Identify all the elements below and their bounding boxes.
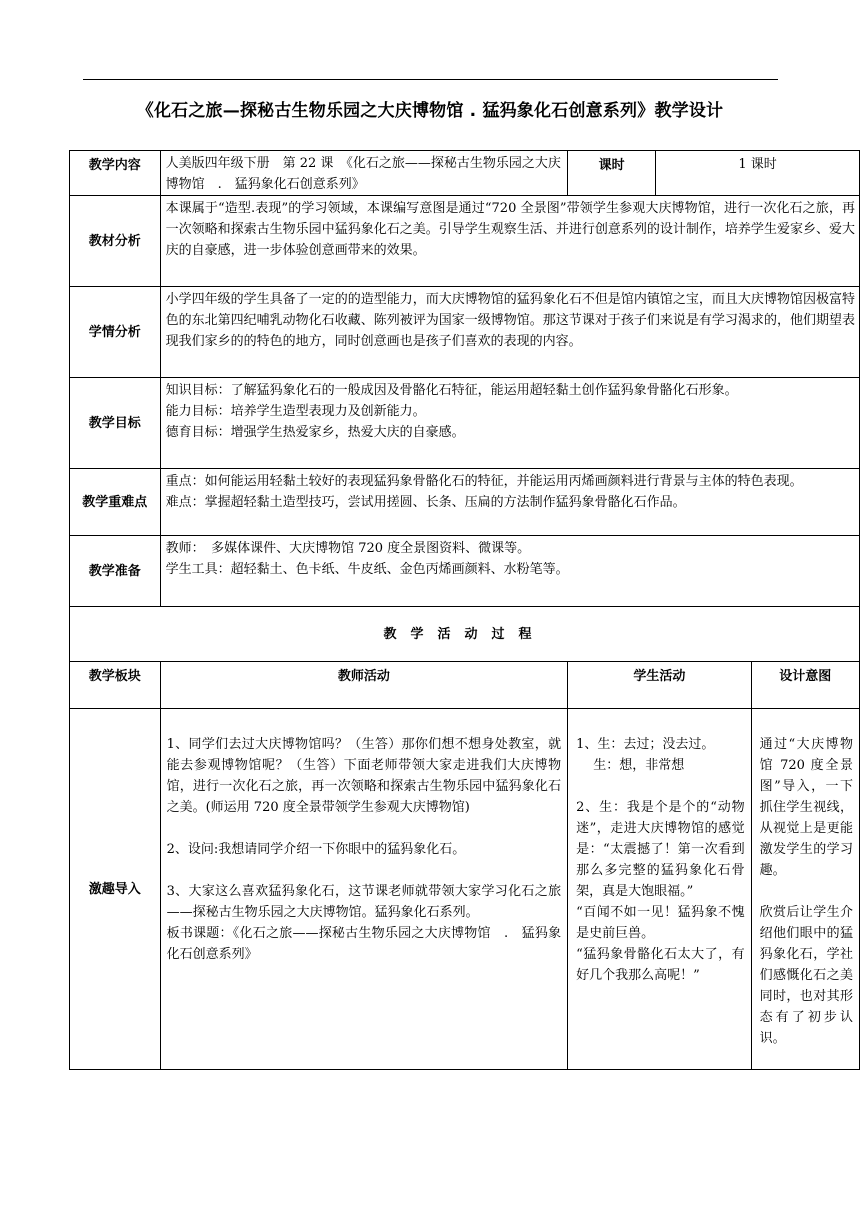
teacher-step-4: 板书课题：《化石之旅——探秘古生物乐园之大庆博物馆 . 猛犸象化石创意系列》 [166, 926, 562, 962]
col-header-teacher: 教师活动 [160, 662, 567, 709]
intro-label: 激趣导入 [70, 709, 161, 1070]
ability-goal: 能力目标：培养学生造型表现力及创新能力。 [165, 404, 426, 419]
intro-teacher-cell [160, 709, 567, 1070]
student-answer-4: “猛犸象骨骼化石太大了，有好几个我那么高呢！” [576, 947, 745, 983]
teacher-step-1: 1、同学们去过大庆博物馆吗？（生答）那你们想不想身处教室，就能去参观博物馆呢？（生答）下面老师带领大家走进我们大庆博物馆，进行一次化石之旅，再一次领略和探索古生物乐园中猛犸象化石之美。(师运用 720 度全景带领学生参观大庆博物馆) [166, 737, 562, 815]
student-prep: 学生工具：超轻黏土、色卡纸、牛皮纸、金色丙烯画颜料、水粉笔等。 [165, 562, 569, 577]
content-label: 教学内容 [70, 151, 161, 196]
prep-label: 教学准备 [70, 536, 161, 607]
moral-goal: 德育目标：增强学生热爱家乡，热爱大庆的自豪感。 [165, 425, 465, 440]
student-answer-1b: 生：想，非常想 [576, 758, 685, 773]
key-points-cell [160, 469, 859, 536]
prep-cell [160, 536, 859, 607]
intro-student-cell [568, 709, 752, 1070]
process-heading: 教学活动过程 [70, 607, 860, 662]
col-header-student: 学生活动 [568, 662, 752, 709]
goals-cell [160, 378, 859, 469]
intent-2: 欣赏后让学生介绍他们眼中的猛犸象化石，学社们感慨化石之美同时，也对其形态有了初步认识。 [759, 905, 853, 1046]
intent-1: 通过“大庆博物馆 720 度全景图”导入，一下抓住学生视线，从视觉上是更能激发学生的学习趣。 [759, 737, 853, 878]
document-title: 《化石之旅—探秘古生物乐园之大庆博物馆 . 猛犸象化石创意系列》教学设计 [136, 101, 724, 121]
focus-text: 重点：如何能运用轻黏土较好的表现猛犸象骨骼化石的特征，并能运用丙烯画颜料进行背景与主体的特色表现。 [165, 474, 803, 489]
lesson-plan-table [69, 150, 860, 1070]
student-analysis-text: 小学四年级的学生具备了一定的的造型能力，而大庆博物馆的猛犸象化石不但是馆内镇馆之宝，而且大庆博物馆因极富特色的东北第四纪哺乳动物化石收藏、陈列被评为国家一级博物馆。那这节课对于孩子们来说是有学习渴求的，他们期望表现我们家乡的的特色的地方，同时创意画也是孩子们喜欢的表现的内容。 [160, 287, 859, 378]
goals-label: 教学目标 [70, 378, 161, 469]
knowledge-goal: 知识目标：了解猛犸象化石的一般成因及骨骼化石特征，能运用超轻黏土创作猛犸象骨骼化石形象。 [165, 383, 738, 398]
student-answer-2: 2、生：我是个是个的“动物迷”，走进大庆博物馆的感觉是：“太震撼了！第一次看到那么多完整的猛犸象化石骨架，真是大饱眼福。” [576, 800, 745, 899]
col-header-block: 教学板块 [70, 662, 161, 709]
material-label: 教材分析 [70, 196, 161, 287]
period-label: 课时 [568, 151, 656, 196]
teacher-step-3: 3、大家这么喜欢猛犸象化石，这节课老师就带领大家学习化石之旅——探秘古生物乐园之大庆博物馆。猛犸象化石系列。 [166, 884, 562, 920]
material-text: 本课属于“造型.表现”的学习领域，本课编写意图是通过“720 全景图”带领学生参观大庆博物馆，进行一次化石之旅，再一次领略和探索古生物乐园中猛犸象化石之美。引导学生观察生活、并进行创意系列的设计制作，培养学生爱家乡、爱大庆的自豪感，进一步体验创意画带来的效果。 [160, 196, 859, 287]
difficulty-text: 难点：掌握超轻黏土造型技巧，尝试用搓圆、长条、压扁的方法制作猛犸象骨骼化石作品。 [165, 495, 686, 510]
header-rule [83, 79, 778, 80]
col-header-intent: 设计意图 [751, 662, 859, 709]
key-points-label: 教学重难点 [70, 469, 161, 536]
intro-intent-cell [751, 709, 859, 1070]
period-value: 1 课时 [656, 151, 860, 196]
teacher-step-2: 2、设问:我想请同学介绍一下你眼中的猛犸象化石。 [166, 842, 466, 857]
student-answer-3: “百闻不如一见！猛犸象不愧是史前巨兽。 [576, 905, 745, 941]
content-text: 人美版四年级下册 第 22 课 《化石之旅——探秘古生物乐园之大庆博物馆 . 猛犸象化石创意系列》 [160, 151, 567, 196]
student-analysis-label: 学情分析 [70, 287, 161, 378]
student-answer-1a: 1、生：去过；没去过。 [576, 737, 715, 752]
teacher-prep: 教师： 多媒体课件、大庆博物馆 720 度全景图资料、微课等。 [165, 541, 531, 556]
